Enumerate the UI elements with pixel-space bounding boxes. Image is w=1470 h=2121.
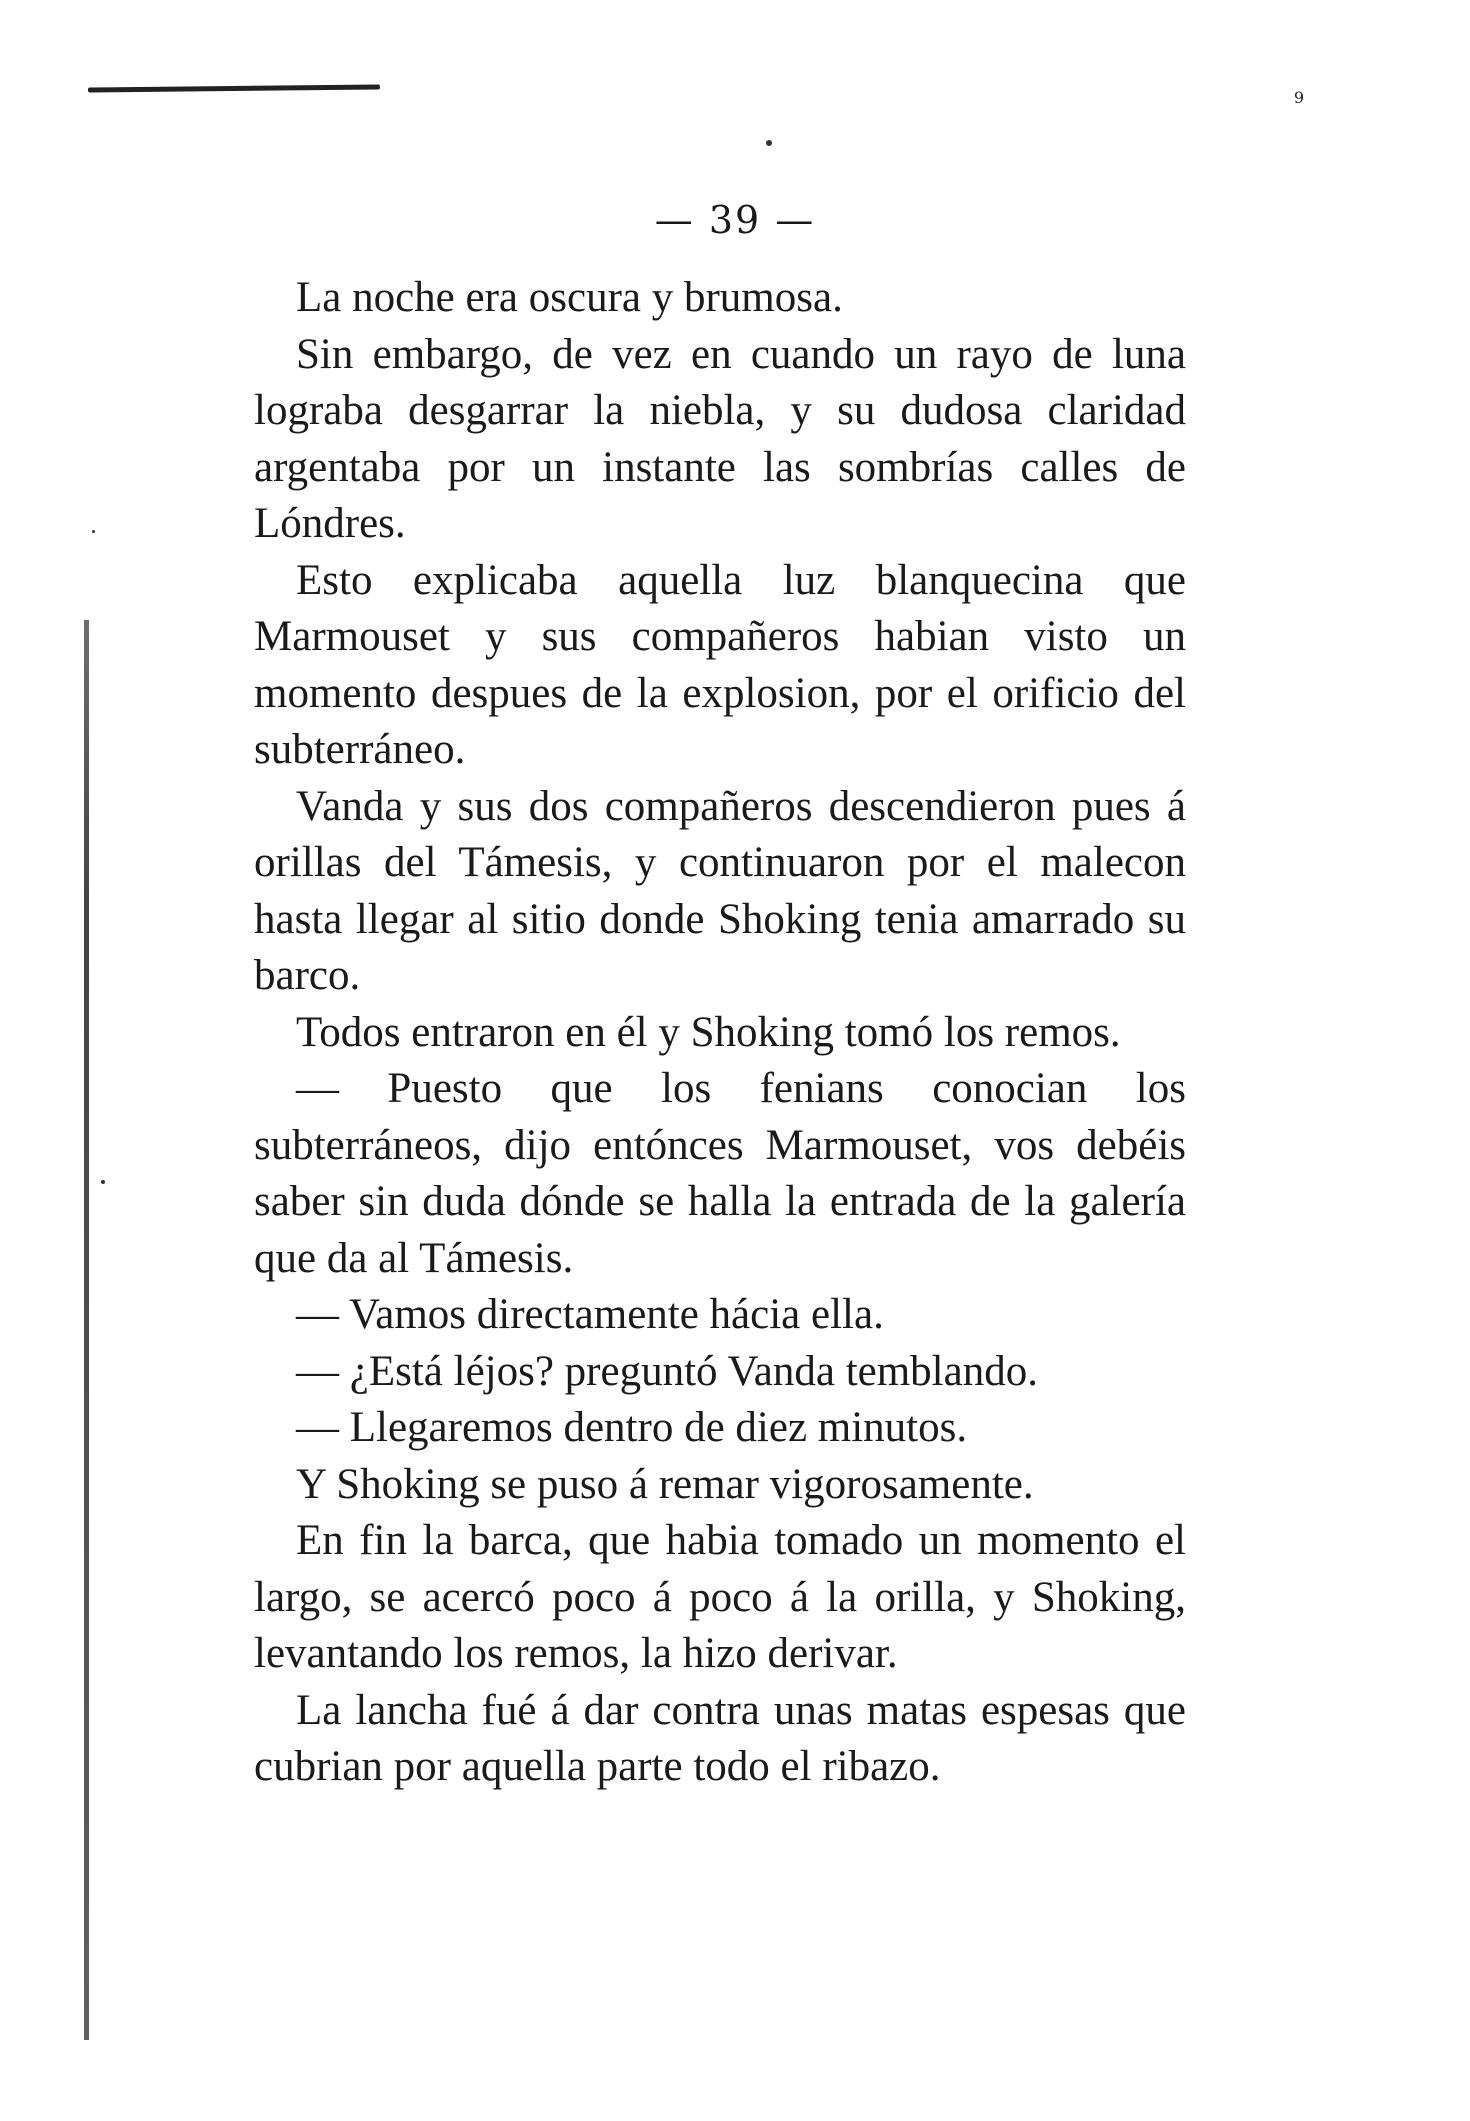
paragraph: Sin embargo, de vez en cuando un rayo de luna lograba desgarrar la niebla, y su dudosa claridad argentaba por un instante las sombrías calles de Lóndres. bbox=[254, 330, 1186, 547]
ink-speck bbox=[92, 530, 95, 533]
paragraph: — Llegaremos dentro de diez minutos. bbox=[296, 1404, 968, 1451]
paragraph: Esto explicaba aquella luz blanquecina que Marmouset y sus compañeros habian visto un momento despues de la explosion, por el orificio del subterráneo. bbox=[254, 556, 1186, 773]
paragraph: Y Shoking se puso á remar vigorosamente. bbox=[296, 1460, 1034, 1508]
paragraph: — ¿Está léjos? preguntó Vanda temblando. bbox=[296, 1347, 1038, 1395]
paragraph: — Puesto que los fenians conocian los subterráneos, dijo entónces Marmouset, vos debéis saber sin duda dónde se halla la entrada de la galería que da al Támesis. bbox=[254, 1065, 1186, 1282]
scan-edge-top bbox=[88, 84, 380, 92]
paragraph: La lancha fué á dar contra unas matas espesas que cubrian por aquella parte todo el ribazo. bbox=[254, 1686, 1186, 1790]
corner-mark: 9 bbox=[1293, 88, 1304, 107]
paragraph: Todos entraron en él y Shoking tomó los remos. bbox=[296, 1008, 1121, 1056]
scan-edge-left bbox=[84, 620, 89, 2040]
body-text bbox=[254, 270, 1186, 1796]
paragraph: Vanda y sus dos compañeros descendieron pues á orillas del Támesis, y continuaron por el malecon hasta llegar al sitio donde Shoking tenia amarrado su barco. bbox=[254, 782, 1186, 999]
ink-speck bbox=[766, 140, 772, 146]
ink-speck bbox=[101, 1180, 105, 1184]
paragraph: La noche era oscura y brumosa. bbox=[296, 274, 843, 321]
paragraph: En fin la barca, que habia tomado un momento el largo, se acercó poco á poco á la orilla, y Shoking, levantando los remos, la hizo derivar. bbox=[254, 1517, 1186, 1677]
page-number: — 39 — bbox=[654, 198, 816, 242]
paragraph: — Vamos directamente hácia ella. bbox=[296, 1291, 884, 1338]
